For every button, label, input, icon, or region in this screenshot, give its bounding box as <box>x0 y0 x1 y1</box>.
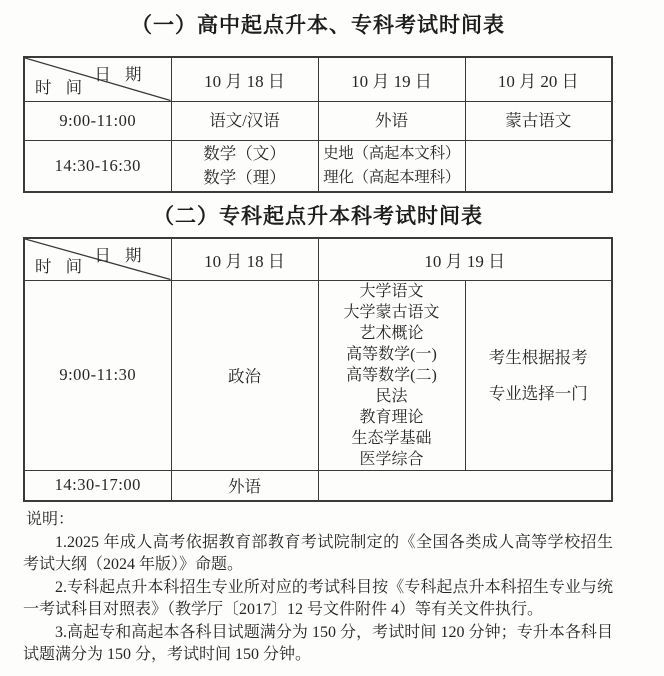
choose-note-cell: 考生根据报考 专业选择一门 <box>465 280 612 470</box>
exam-table-hs-start <box>23 56 613 193</box>
time-cell: 14:30-16:30 <box>24 140 171 192</box>
subject-cell: 语文/汉语 <box>171 101 318 140</box>
table2-row-afternoon <box>24 470 612 501</box>
table2-col-oct18: 10 月 18 日 <box>171 238 318 280</box>
note-item-1: 1.2025 年成人高考依据教育部教育考试院制定的《全国各类成人高等学校招生考试大纲（2024 年版）》命题。 <box>23 533 613 573</box>
notes-section <box>23 509 613 667</box>
note-item-2: 2.专科起点升本科招生专业所对应的考试科目按《专科起点升本科招生专业与统一考试科目对照表》（教学厅〔2017〕12 号文件附件 4）等有关文件执行。 <box>23 578 613 618</box>
empty-cell <box>318 470 612 501</box>
table2-col-oct19: 10 月 19 日 <box>318 238 612 280</box>
time-cell: 14:30-17:00 <box>24 470 171 501</box>
corner-date-label: 日 期 <box>94 65 147 84</box>
section1-title: （一）高中起点升本、专科考试时间表 <box>131 13 505 37</box>
corner-date-label: 日 期 <box>94 246 147 265</box>
subject-cell: 政治 <box>171 280 318 470</box>
table1-col-oct20: 10 月 20 日 <box>465 57 612 101</box>
subject-cell: 蒙古语文 <box>465 101 612 140</box>
section2-title: （二）专科起点升本科考试时间表 <box>153 204 483 228</box>
notes-label: 说明： <box>26 511 75 528</box>
time-cell: 9:00-11:30 <box>24 280 171 470</box>
empty-cell <box>465 140 612 192</box>
corner-time-label: 时 间 <box>35 77 88 97</box>
table1-col-oct19: 10 月 19 日 <box>318 57 465 101</box>
subject-cell: 外语 <box>318 101 465 140</box>
table1-col-oct18: 10 月 18 日 <box>171 57 318 101</box>
note-item-3: 3.高起专和高起本各科目试题满分为 150 分，考试时间 120 分钟；专升本各科目试题满分为 150 分，考试时间 150 分钟。 <box>23 623 613 663</box>
subject-cell: 数学（文） 数学（理） <box>171 140 318 192</box>
table2-header-row <box>24 238 612 280</box>
time-cell: 9:00-11:00 <box>24 101 171 140</box>
subject-list-cell: 大学语文 大学蒙古语文 艺术概论 高等数学(一) 高等数学(二) 民法 教育理论 生态学基础 医学综合 <box>318 280 465 470</box>
table1-row-afternoon <box>24 140 612 192</box>
table1-corner-cell <box>24 57 171 101</box>
subject-cell: 外语 <box>171 470 318 501</box>
table2-corner-cell <box>24 238 171 280</box>
table1-row-morning <box>24 101 612 140</box>
table1-header-row <box>24 57 612 101</box>
exam-table-college-start <box>23 237 613 502</box>
corner-time-label: 时 间 <box>35 256 88 276</box>
subject-cell: 史地（高起本文科） 理化（高起本理科） <box>318 140 465 192</box>
table2-row-morning <box>24 280 612 470</box>
